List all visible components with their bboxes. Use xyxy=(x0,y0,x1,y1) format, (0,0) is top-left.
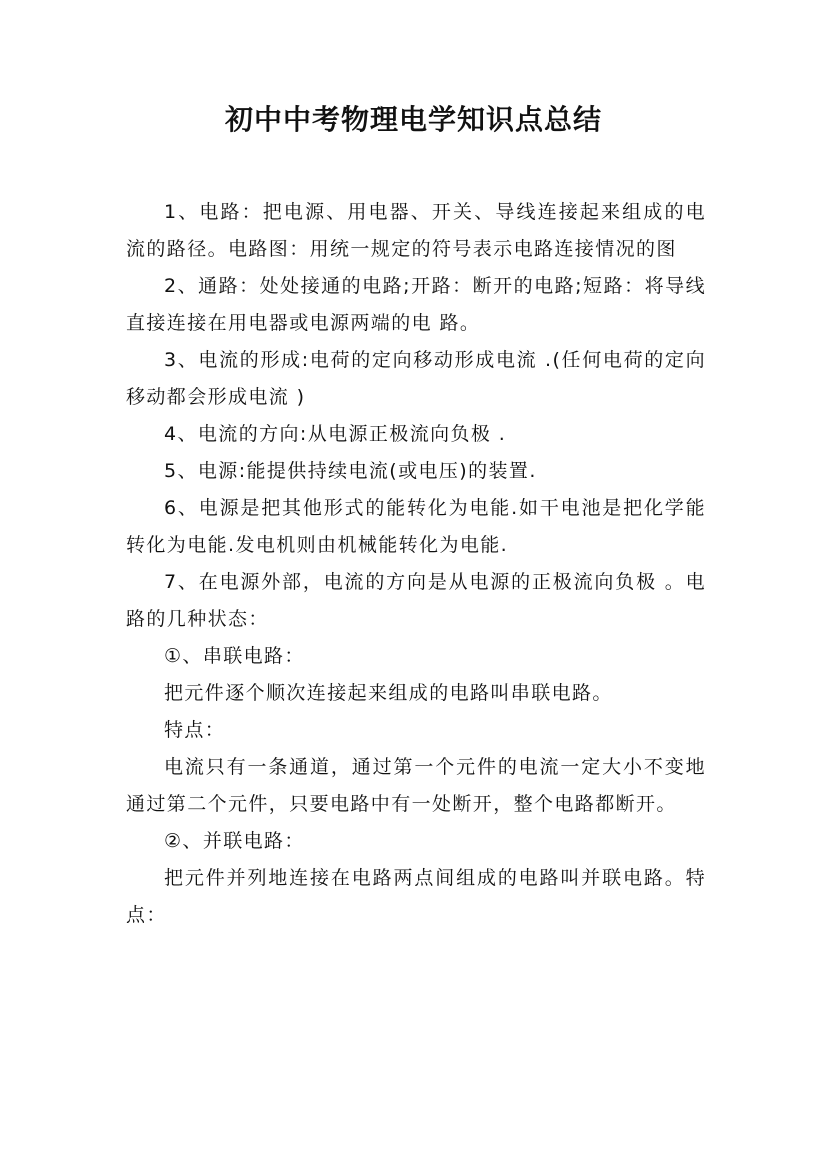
paragraph-energy-conversion: 6、电源是把其他形式的能转化为电能.如干电池是把化学能转化为电能.发电机则由机械能转化为电能. xyxy=(126,497,706,556)
paragraph-series-features-label: 特点： xyxy=(164,719,226,741)
paragraph-current-formation: 3、电流的形成:电荷的定向移动形成电流 .(任何电荷的定向移动都会形成电流 ) xyxy=(126,349,706,408)
paragraph-series-definition: 把元件逐个顺次连接起来组成的电路叫串联电路。 xyxy=(164,682,613,704)
paragraph-series-heading: ①、串联电路： xyxy=(164,645,305,667)
paragraph-series-features: 电流只有一条通道，通过第一个元件的电流一定大小不变地通过第二个元件，只要电路中有一处断开，整个电路都断开。 xyxy=(126,756,706,815)
paragraph-circuit-definition: 1、电路：把电源、用电器、开关、导线连接起来组成的电流的路径。电路图：用统一规定的符号表示电路连接情况的图 xyxy=(126,201,706,260)
paragraph-circuit-states: 2、通路：处处接通的电路;开路：断开的电路;短路：将导线直接连接在用电器或电源两端的电 路。 xyxy=(126,275,706,334)
paragraph-current-direction: 4、电流的方向:从电源正极流向负极 . xyxy=(164,423,507,445)
document-title: 初中中考物理电学知识点总结 xyxy=(224,103,602,136)
paragraph-power-source: 5、电源:能提供持续电流(或电压)的装置. xyxy=(164,460,537,482)
paragraph-parallel-definition: 把元件并列地连接在电路两点间组成的电路叫并联电路。特点： xyxy=(126,867,706,926)
document-body xyxy=(126,194,706,934)
paragraph-parallel-heading: ②、并联电路： xyxy=(164,830,305,852)
paragraph-external-current: 7、在电源外部，电流的方向是从电源的正极流向负极 。电路的几种状态： xyxy=(126,571,706,630)
